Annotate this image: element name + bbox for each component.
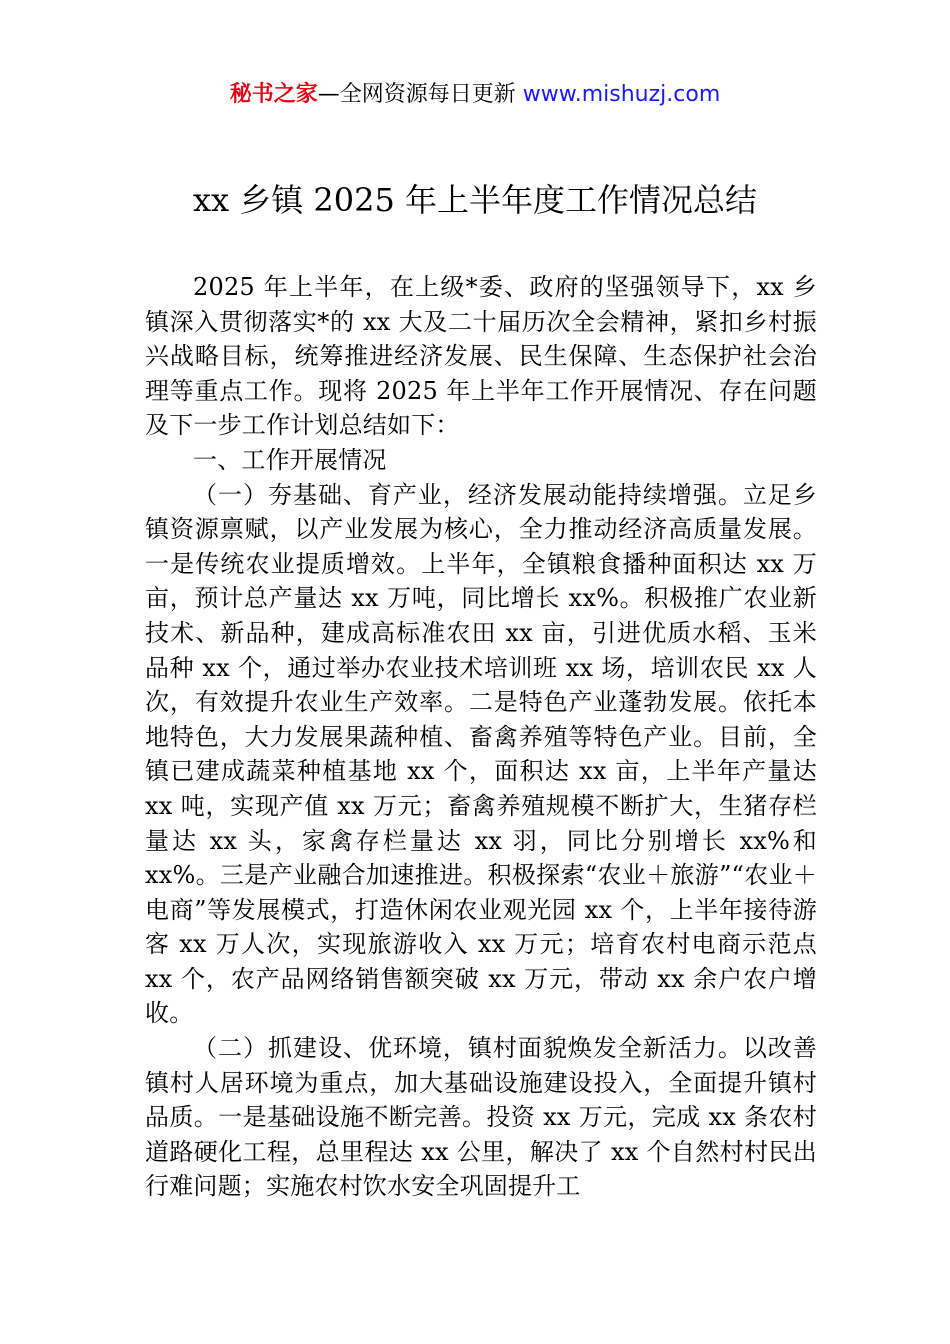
document-title: xx 乡镇 2025 年上半年度工作情况总结 (192, 181, 758, 219)
site-url-link[interactable]: www.mishuzj.com (522, 82, 721, 107)
body-paragraph: （一）夯基础、育产业，经济发展动能持续增强。立足乡镇资源禀赋，以产业发展为核心，全力推动经济高质量发展。一是传统农业提质增效。上半年，全镇粮食播种面积达 xx 万亩，预计总产量达 xx 万吨，同比增长 xx%。积极推广农业新技术、新品种，建成高标准农田 xx 亩，引进优质水稻、玉米品种 xx 个，通过举办农业技术培训班 xx 场，培训农民 xx 人次，有效提升农业生产效率。二是特色产业蓬勃发展。依托本地特色，大力发展果蔬种植、畜禽养殖等特色产业。目前，全镇已建成蔬菜种植基地 xx 个，面积达 xx 亩，上半年产量达 xx 吨，实现产值 xx 万元；畜禽养殖规模不断扩大，生猪存栏量达 xx 头，家禽存栏量达 xx 羽，同比分别增长 xx%和 xx%。三是产业融合加速推进。积极探索“农业＋旅游”“农业＋电商”等发展模式，打造休闲农业观光园 xx 个，上半年接待游客 xx 万人次，实现旅游收入 xx 万元；培育农村电商示范点 xx 个，农产品网络销售额突破 xx 万元，带动 xx 余户农户增收。 (145, 480, 817, 1028)
section-heading: 一、工作开展情况 (193, 445, 387, 474)
body-paragraph: （二）抓建设、优环境，镇村面貌焕发全新活力。以改善镇村人居环境为重点，加大基础设施建设投入，全面提升镇村品质。一是基础设施不断完善。投资 xx 万元，完成 xx 条农村道路硬化工程，总里程达 xx 公里，解决了 xx 个自然村村民出行难问题；实施农村饮水安全巩固提升工 (145, 1034, 817, 1201)
site-brand: 秘书之家 (229, 82, 318, 107)
site-slogan: —全网资源每日更新 (317, 82, 523, 107)
document-body (145, 270, 817, 1204)
intro-paragraph: 2025 年上半年，在上级*委、政府的坚强领导下，xx 乡镇深入贯彻落实*的 xx 大及二十届历次全会精神，紧扣乡村振兴战略目标，统筹推进经济发展、民生保障、生态保护社会治理等重点工作。现将 2025 年上半年工作开展情况、存在问题及下一步工作计划总结如下： (145, 273, 817, 440)
site-header (0, 80, 950, 110)
